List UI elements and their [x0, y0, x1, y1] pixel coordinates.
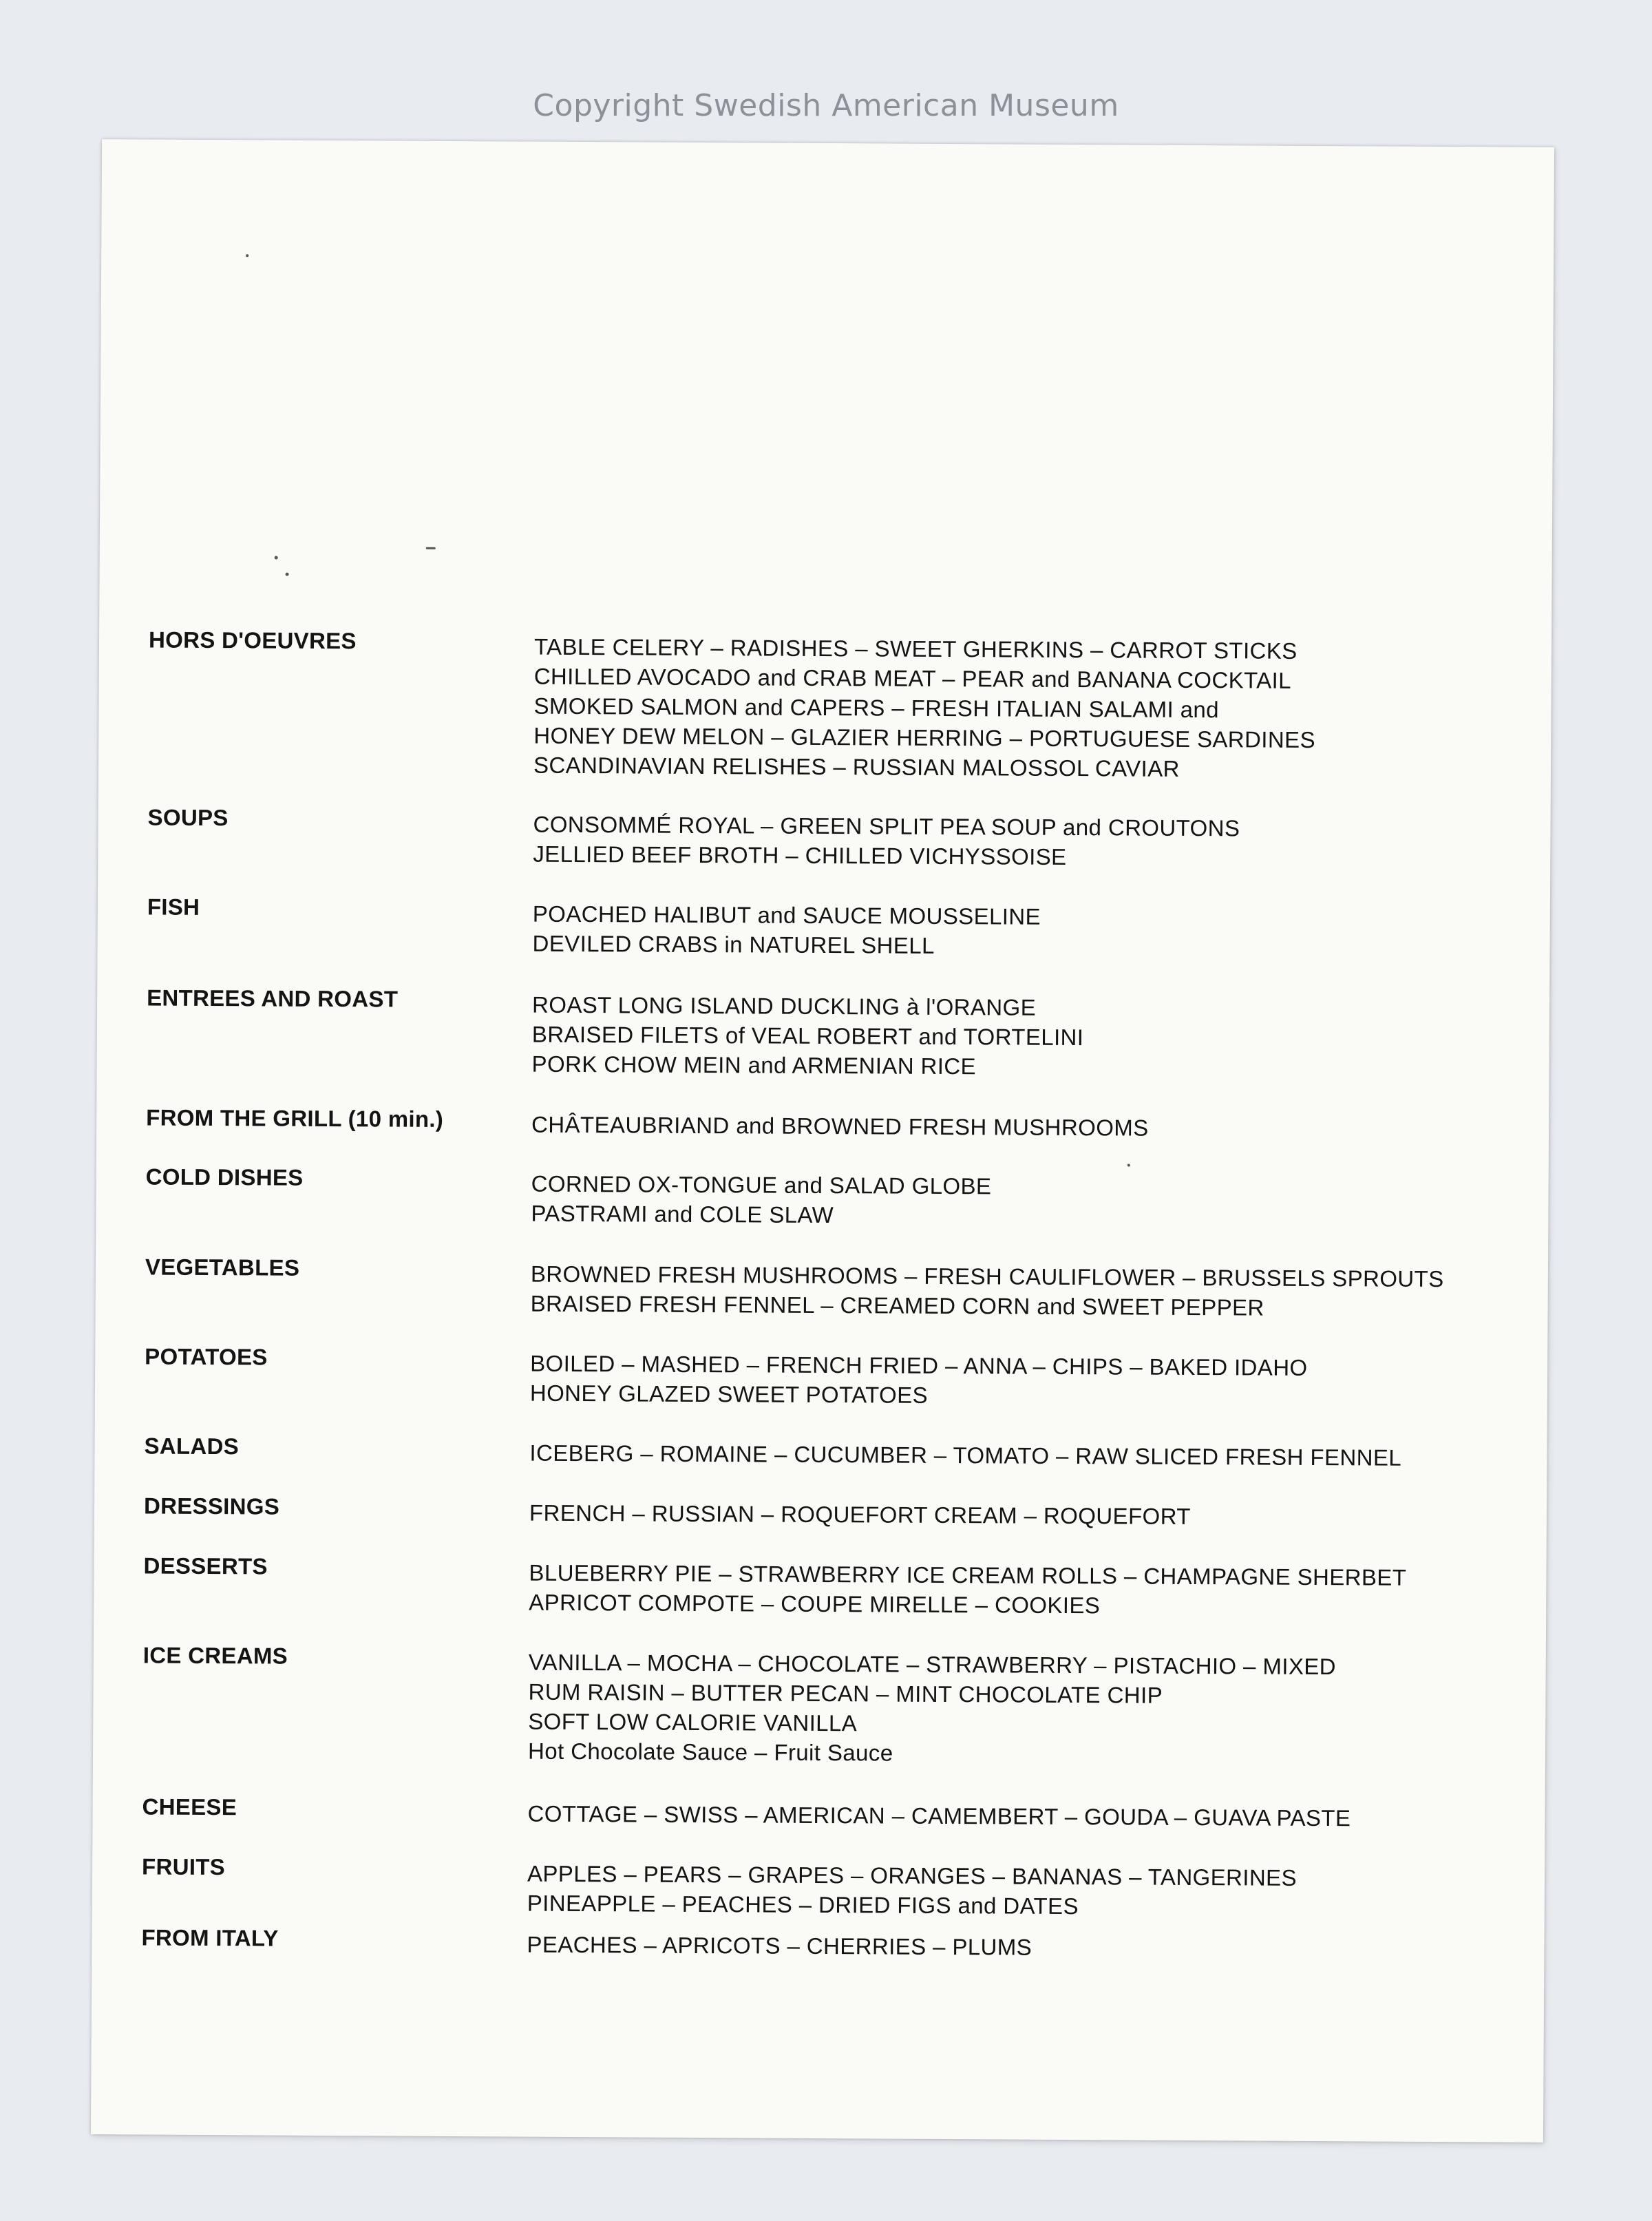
- menu-item-list: [532, 899, 1041, 961]
- menu-category-heading: POTATOES: [145, 1343, 268, 1370]
- menu-section: [92, 1853, 1545, 1919]
- menu-item-list: [530, 1349, 1308, 1412]
- menu-item-list: [533, 810, 1240, 873]
- menu-page: [91, 139, 1554, 2143]
- menu-item-line: SCANDINAVIAN RELISHES – RUSSIAN MALOSSOL CAVIAR: [533, 752, 1180, 781]
- menu-category-heading: ENTREES AND ROAST: [147, 985, 399, 1012]
- menu-item-line: PORK CHOW MEIN and ARMENIAN RICE: [531, 1051, 977, 1080]
- copyright-watermark: Copyright Swedish American Museum: [533, 88, 1119, 123]
- menu-item-line: BLUEBERRY PIE – STRAWBERRY ICE CREAM ROLLS – CHAMPAGNE SHERBET: [529, 1559, 1407, 1590]
- menu-item-line: SMOKED SALMON and CAPERS – FRESH ITALIAN SALAMI and: [533, 693, 1220, 723]
- menu-item-line: HONEY DEW MELON – GLAZIER HERRING – PORTUGUESE SARDINES: [533, 722, 1316, 752]
- menu-item-list: [529, 1558, 1406, 1622]
- menu-section: [98, 804, 1551, 870]
- menu-section: [96, 1164, 1549, 1228]
- menu-category-heading: SOUPS: [147, 804, 229, 831]
- menu-section: [96, 1104, 1549, 1141]
- menu-item-line: TABLE CELERY – RADISHES – SWEET GHERKINS – CARROT STICKS: [533, 633, 1298, 664]
- menu-item-line: APPLES – PEARS – GRAPES – ORANGES – BANANAS – TANGERINES: [527, 1860, 1298, 1891]
- menu-section: [97, 985, 1549, 1080]
- menu-item-list: [531, 990, 1083, 1082]
- menu-category-heading: FROM THE GRILL (10 min.): [146, 1104, 444, 1132]
- menu-item-list: [531, 1110, 1149, 1143]
- menu-item-list: [533, 632, 1316, 784]
- menu-item-line: HONEY GLAZED SWEET POTATOES: [529, 1380, 929, 1408]
- menu-section: [96, 1254, 1548, 1320]
- menu-item-line: APRICOT COMPOTE – COUPE MIRELLE – COOKIES: [529, 1589, 1101, 1619]
- menu-item-line: RUM RAISIN – BUTTER PECAN – MINT CHOCOLATE CHIP: [528, 1678, 1163, 1708]
- menu-section: [92, 1924, 1545, 1960]
- menu-category-heading: DRESSINGS: [143, 1493, 280, 1519]
- menu-item-line: COTTAGE – SWISS – AMERICAN – CAMEMBERT – GOUDA – GUAVA PASTE: [527, 1800, 1351, 1831]
- menu-item-list: [527, 1930, 1032, 1962]
- menu-item-line: DEVILED CRABS in NATUREL SHELL: [532, 930, 935, 958]
- menu-section: [98, 894, 1550, 958]
- menu-item-line: BRAISED FRESH FENNEL – CREAMED CORN and SWEET PEPPER: [530, 1290, 1264, 1320]
- menu-body: [91, 139, 1554, 2143]
- menu-item-line: POACHED HALIBUT and SAUCE MOUSSELINE: [532, 901, 1041, 929]
- menu-item-list: [527, 1859, 1297, 1922]
- menu-item-line: PINEAPPLE – PEACHES – DRIED FIGS and DATES: [527, 1890, 1079, 1919]
- menu-section: [94, 1642, 1546, 1766]
- menu-item-line: BOILED – MASHED – FRENCH FRIED – ANNA – CHIPS – BAKED IDAHO: [530, 1350, 1308, 1380]
- menu-category-heading: FROM ITALY: [141, 1924, 279, 1951]
- menu-category-heading: SALADS: [144, 1433, 240, 1460]
- menu-item-line: CHILLED AVOCADO and CRAB MEAT – PEAR and BANANA COCKTAIL: [533, 663, 1292, 693]
- menu-item-line: BRAISED FILETS of VEAL ROBERT and TORTELINI: [531, 1021, 1084, 1051]
- menu-item-list: [531, 1259, 1444, 1323]
- menu-section: [99, 627, 1552, 781]
- menu-item-list: [529, 1438, 1401, 1473]
- menu-item-line: SOFT LOW CALORIE VANILLA: [528, 1708, 858, 1736]
- menu-item-list: [527, 1799, 1351, 1833]
- menu-section: [94, 1552, 1547, 1619]
- menu-item-line: JELLIED BEEF BROTH – CHILLED VICHYSSOISE: [533, 841, 1067, 870]
- menu-item-line: CONSOMMÉ ROYAL – GREEN SPLIT PEA SOUP and CROUTONS: [533, 811, 1240, 841]
- menu-category-heading: VEGETABLES: [145, 1254, 300, 1281]
- menu-item-list: [529, 1498, 1191, 1531]
- menu-item-line: ICEBERG – ROMAINE – CUCUMBER – TOMATO – RAW SLICED FRESH FENNEL: [529, 1440, 1402, 1471]
- menu-category-heading: COLD DISHES: [145, 1164, 304, 1190]
- menu-item-line: BROWNED FRESH MUSHROOMS – FRESH CAULIFLOWER – BRUSSELS SPROUTS: [530, 1261, 1444, 1292]
- menu-category-heading: ICE CREAMS: [142, 1642, 288, 1669]
- menu-item-line: Hot Chocolate Sauce – Fruit Sauce: [527, 1738, 893, 1766]
- menu-item-line: VANILLA – MOCHA – CHOCOLATE – STRAWBERRY – PISTACHIO – MIXED: [528, 1649, 1337, 1680]
- menu-category-heading: DESSERTS: [143, 1552, 268, 1579]
- menu-item-line: CORNED OX-TONGUE and SALAD GLOBE: [531, 1170, 992, 1199]
- menu-item-line: PASTRAMI and COLE SLAW: [531, 1200, 834, 1228]
- menu-section: [95, 1343, 1547, 1408]
- menu-item-line: FRENCH – RUSSIAN – ROQUEFORT CREAM – ROQUEFORT: [529, 1499, 1191, 1529]
- menu-section: [93, 1793, 1545, 1831]
- menu-item-list: [528, 1648, 1336, 1771]
- menu-category-heading: CHEESE: [142, 1793, 237, 1820]
- menu-item-list: [531, 1169, 991, 1231]
- menu-category-heading: FRUITS: [141, 1853, 226, 1880]
- menu-section: [95, 1433, 1547, 1471]
- menu-item-line: ROAST LONG ISLAND DUCKLING à l'ORANGE: [531, 991, 1037, 1020]
- menu-category-heading: FISH: [147, 894, 200, 920]
- menu-item-line: CHÂTEAUBRIAND and BROWNED FRESH MUSHROOMS: [531, 1111, 1149, 1141]
- menu-item-line: PEACHES – APRICOTS – CHERRIES – PLUMS: [527, 1931, 1032, 1960]
- menu-section: [94, 1493, 1547, 1529]
- menu-category-heading: HORS D'OEUVRES: [148, 627, 357, 654]
